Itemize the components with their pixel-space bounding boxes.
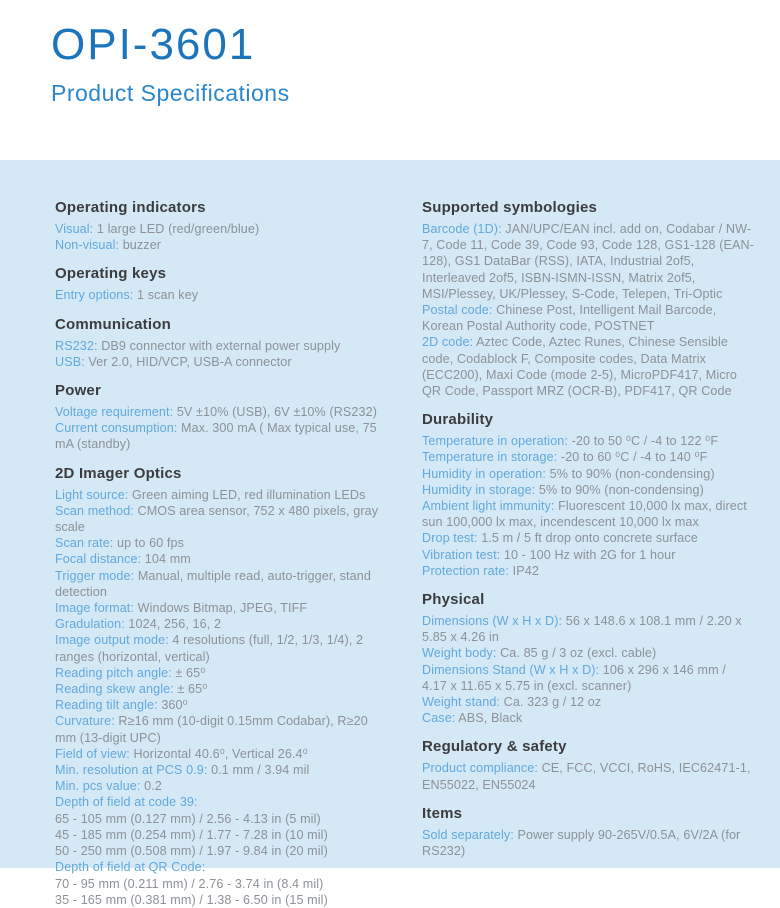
spec-row: [55, 503, 392, 535]
spec-row: [422, 466, 754, 482]
spec-row: [422, 530, 754, 546]
spec-label: USB:: [55, 354, 85, 369]
spec-value: Power supply 90-265V/0.5A, 6V/2A (for RS232): [422, 827, 741, 859]
spec-label: Voltage requirement:: [55, 405, 174, 420]
spec-row: [422, 547, 754, 563]
spec-section: [422, 591, 754, 726]
spec-row: [422, 482, 754, 498]
spec-value: Max. 300 mA ( Max typical use, 75 mA (standby): [55, 421, 377, 452]
spec-value: 360⁰: [157, 698, 188, 713]
spec-row: [55, 794, 392, 810]
spec-value: DB9 connector with external power supply: [97, 338, 341, 353]
spec-label: Gradulation:: [55, 617, 125, 632]
spec-row: [55, 354, 392, 370]
spec-value: 5% to 90% (non-condensing): [535, 482, 704, 497]
spec-row: [55, 404, 392, 420]
section-heading: Regulatory & safety: [422, 738, 567, 756]
spec-label: Trigger mode:: [55, 568, 135, 583]
spec-label: Barcode (1D):: [422, 222, 502, 236]
spec-label: Light source:: [55, 487, 129, 502]
spec-value: ± 65⁰: [171, 665, 206, 680]
spec-label: Drop test:: [422, 531, 478, 546]
spec-value: -20 to 50 ⁰C / -4 to 122 ⁰F: [568, 434, 719, 449]
spec-value: 0.1 mm / 3.94 mil: [207, 763, 310, 778]
section-heading: 2D Imager Optics: [55, 464, 182, 482]
spec-row: [422, 645, 754, 661]
spec-row: [55, 338, 392, 354]
spec-value: 70 - 95 mm (0.211 mm) / 2.76 - 3.74 in (8.4 mil): [55, 876, 324, 891]
spec-section: [422, 411, 754, 579]
spec-row: [422, 433, 754, 449]
spec-value: CE, FCC, VCCI, RoHS, IEC62471-1, EN55022, EN55024: [422, 761, 751, 792]
spec-label: Scan rate:: [55, 536, 114, 551]
spec-value: R≥16 mm (10-digit 0.15mm Codabar), R≥20 mm (13-digit UPC): [55, 714, 368, 745]
spec-value: Ver 2.0, HID/VCP, USB-A connector: [84, 354, 292, 369]
spec-row: [55, 420, 392, 452]
spec-row: [55, 551, 392, 567]
spec-row: [55, 697, 392, 713]
spec-value: -20 to 60 ⁰C / -4 to 140 ⁰F: [557, 450, 708, 465]
spec-section: [422, 738, 754, 792]
page-subtitle: Product Specifications: [51, 79, 290, 106]
section-heading: Durability: [422, 411, 494, 429]
section-rows: [55, 221, 392, 253]
section-heading: Items: [422, 804, 463, 822]
spec-value: Chinese Post, Intelligent Mail Barcode, Korean Postal Authority code, POSTNET: [422, 303, 717, 334]
spec-label: Min. resolution at PCS 0.9:: [55, 763, 208, 778]
spec-panel: [0, 160, 780, 907]
spec-value: 50 - 250 mm (0.508 mm) / 1.97 - 9.84 in (20 mil): [55, 844, 328, 859]
spec-row: [55, 778, 392, 794]
spec-value: 1.5 m / 5 ft drop onto concrete surface: [477, 531, 698, 546]
spec-value: 10 - 100 Hz with 2G for 1 hour: [500, 547, 676, 562]
spec-row: [55, 287, 392, 303]
section-heading: Operating indicators: [55, 199, 206, 216]
spec-label: Reading tilt angle:: [55, 698, 158, 713]
spec-label: Focal distance:: [55, 552, 142, 567]
spec-label: Humidity in operation:: [422, 466, 546, 481]
spec-value: 5V ±10% (USB), 6V ±10% (RS232): [173, 405, 378, 420]
section-rows: [422, 613, 754, 726]
spec-label: Weight body:: [422, 646, 497, 661]
spec-value: 45 - 185 mm (0.254 mm) / 1.77 - 7.28 in (10 mil): [55, 827, 328, 842]
spec-row: [55, 827, 392, 843]
section-rows: [422, 827, 754, 859]
spec-value: 5% to 90% (non-condensing): [546, 466, 715, 481]
section-rows: [422, 221, 754, 399]
spec-row: [422, 710, 754, 726]
spec-label: Dimensions Stand (W x H x D):: [422, 662, 600, 677]
spec-value: 1 large LED (red/green/blue): [93, 222, 260, 236]
spec-label: Current consumption:: [55, 421, 178, 436]
spec-section: [55, 465, 392, 908]
spec-value: Manual, multiple read, auto-trigger, stand detection: [55, 568, 371, 599]
spec-label: Ambient light immunity:: [422, 499, 555, 514]
spec-section: [55, 316, 392, 370]
spec-label: Non-visual:: [55, 238, 120, 253]
spec-label: Visual:: [55, 222, 94, 236]
section-rows: [55, 487, 392, 908]
spec-value: Windows Bitmap, JPEG, TIFF: [134, 601, 308, 616]
spec-row: [422, 563, 754, 579]
spec-label: Image format:: [55, 601, 134, 616]
spec-section: [55, 382, 392, 453]
spec-row: [422, 498, 754, 530]
spec-label: Image output mode:: [55, 633, 169, 648]
spec-row: [55, 237, 392, 253]
spec-row: [55, 681, 392, 697]
spec-column-right: [422, 199, 755, 859]
spec-row: [422, 302, 754, 334]
section-heading: Communication: [55, 315, 171, 333]
section-rows: [55, 404, 392, 453]
spec-value: 0.2: [140, 779, 162, 794]
spec-row: [422, 827, 754, 859]
spec-row: [422, 449, 754, 465]
spec-row: [55, 665, 392, 681]
spec-row: [55, 859, 392, 875]
spec-row: [55, 843, 392, 859]
spec-label: RS232:: [55, 338, 98, 353]
spec-value: 65 - 105 mm (0.127 mm) / 2.56 - 4.13 in (5 mil): [55, 811, 321, 826]
spec-label: Sold separately:: [422, 827, 514, 842]
section-rows: [422, 760, 754, 792]
spec-column-left: [55, 199, 392, 907]
spec-value: 4 resolutions (full, 1/2, 1/3, 1/4), 2 ranges (horizontal, vertical): [55, 633, 364, 664]
spec-label: Depth of field at QR Code:: [55, 860, 206, 875]
spec-value: Ca. 85 g / 3 oz (excl. cable): [496, 646, 657, 661]
product-title: OPI-3601: [51, 20, 256, 69]
spec-row: [422, 221, 754, 302]
section-rows: [422, 433, 754, 579]
spec-row: [55, 811, 392, 827]
spec-value: Aztec Code, Aztec Runes, Chinese Sensible code, Codablock F, Composite codes, Data Matrix (ECC200), Maxi Code (mode 2-5), MicroPDF417, Micro QR Code, Passport MRZ (OCR-B), PDF417, QR Code: [422, 335, 738, 399]
spec-label: Curvature:: [55, 714, 115, 729]
spec-row: [422, 334, 754, 399]
spec-label: Scan method:: [55, 503, 134, 518]
spec-row: [55, 892, 392, 908]
spec-value: CMOS area sensor, 752 x 480 pixels, gray scale: [55, 503, 379, 535]
spec-label: Dimensions (W x H x D):: [422, 614, 563, 629]
spec-label: Product compliance:: [422, 761, 538, 776]
spec-label: Min. pcs value:: [55, 779, 141, 794]
section-heading: Operating keys: [55, 265, 167, 283]
spec-row: [55, 221, 392, 237]
spec-value: up to 60 fps: [113, 536, 185, 551]
spec-label: Weight stand:: [422, 695, 501, 710]
spec-row: [55, 600, 392, 616]
spec-section: [422, 805, 754, 859]
spec-row: [422, 662, 754, 694]
spec-value: IP42: [509, 563, 539, 578]
spec-value: 104 mm: [141, 552, 191, 567]
spec-value: 35 - 165 mm (0.381 mm) / 1.38 - 6.50 in (15 mil): [55, 892, 328, 907]
spec-label: Humidity in storage:: [422, 482, 536, 497]
spec-value: buzzer: [119, 238, 162, 253]
spec-label: Reading skew angle:: [55, 682, 174, 697]
spec-section: [55, 199, 392, 253]
section-heading: Supported symbologies: [422, 199, 598, 216]
spec-value: 1 scan key: [133, 288, 199, 303]
spec-label: Postal code:: [422, 303, 493, 318]
spec-value: Fluorescent 10,000 lx max, direct sun 100,000 lx max, incendescent 10,000 lx max: [422, 499, 747, 530]
spec-section: [422, 199, 754, 399]
spec-label: 2D code:: [422, 335, 474, 350]
spec-row: [55, 568, 392, 600]
header: [0, 0, 780, 160]
spec-value: JAN/UPC/EAN incl. add on, Codabar / NW-7, Code 11, Code 39, Code 93, Code 128, GS1-128 (EAN-128), GS1 DataBar (RSS), IATA, Industrial 2of5, Interleaved 2of5, ISBN-ISMN-ISSN, Matrix 2of5, MSI/Plessey, UK/Plessey, S-Code, Telepen, Tri-Optic: [422, 222, 755, 301]
spec-label: Case:: [422, 711, 456, 726]
spec-value: ABS, Black: [455, 711, 523, 726]
spec-row: [55, 713, 392, 745]
spec-row: [55, 487, 392, 503]
spec-value: Ca. 323 g / 12 oz: [500, 695, 602, 710]
spec-row: [55, 762, 392, 778]
section-rows: [55, 338, 392, 370]
spec-label: Reading pitch angle:: [55, 665, 172, 680]
spec-row: [55, 876, 392, 892]
spec-row: [55, 616, 392, 632]
spec-row: [55, 535, 392, 551]
spec-row: [55, 746, 392, 762]
spec-value: 56 x 148.6 x 108.1 mm / 2.20 x 5.85 x 4.26 in: [422, 614, 742, 645]
spec-value: ± 65⁰: [173, 682, 208, 697]
spec-label: Protection rate:: [422, 563, 510, 578]
spec-row: [422, 694, 754, 710]
section-heading: Physical: [422, 591, 485, 609]
spec-value: 106 x 296 x 146 mm / 4.17 x 11.65 x 5.75 in (excl. scanner): [422, 662, 726, 693]
spec-section: [55, 265, 392, 303]
spec-row: [55, 632, 392, 664]
spec-value: Horizontal 40.6⁰, Vertical 26.4⁰: [129, 746, 308, 761]
spec-label: Field of view:: [55, 746, 130, 761]
spec-value: 1024, 256, 16, 2: [124, 617, 222, 632]
spec-row: [422, 613, 754, 645]
spec-value: Green aiming LED, red illumination LEDs: [128, 487, 366, 502]
spec-label: Entry options:: [55, 288, 134, 303]
section-heading: Power: [55, 382, 102, 400]
section-rows: [55, 287, 392, 303]
spec-row: [422, 760, 754, 792]
spec-label: Temperature in storage:: [422, 450, 558, 465]
spec-label: Temperature in operation:: [422, 434, 569, 449]
spec-label: Depth of field at code 39:: [55, 795, 198, 810]
spec-label: Vibration test:: [422, 547, 501, 562]
